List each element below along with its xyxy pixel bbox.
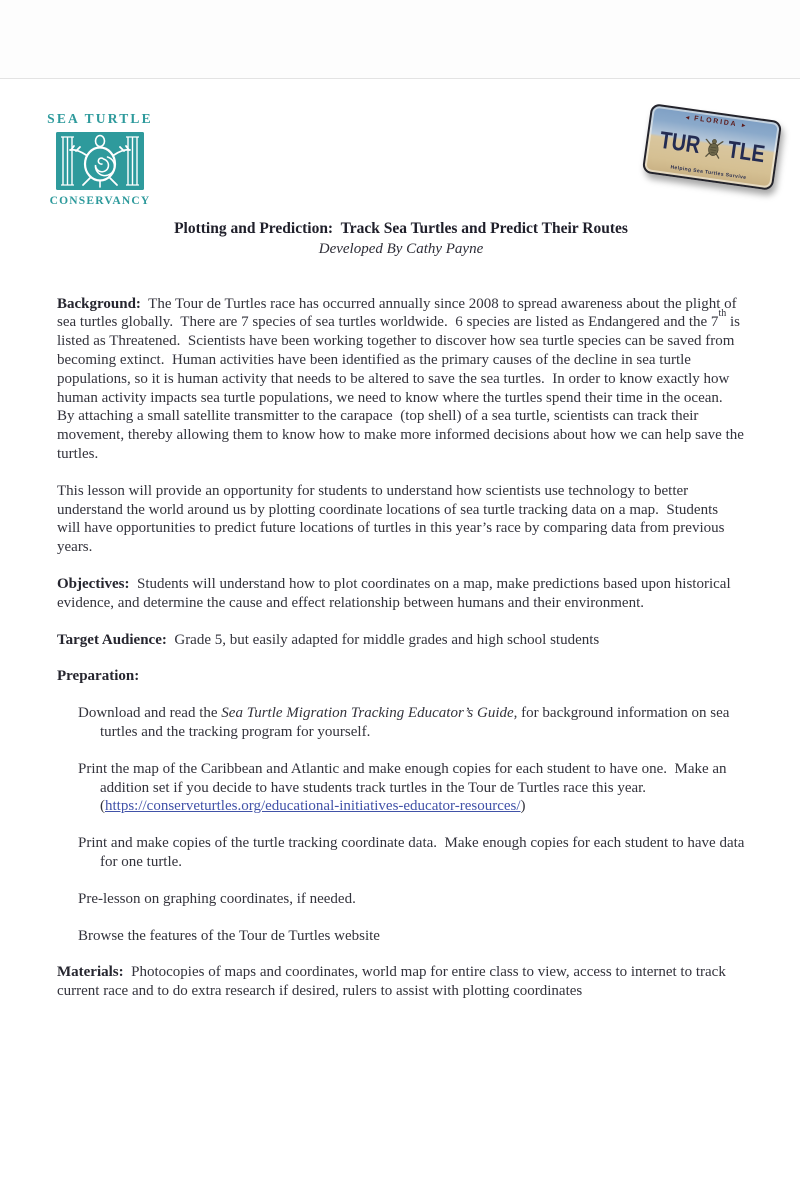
plate-text-left: TUR — [658, 126, 702, 160]
florida-turtle-license-plate — [642, 103, 782, 191]
lesson-overview-paragraph: This lesson will provide an opportunity for students to understand how scientists use technology to better understand the world around us by plotting coordinate locations of sea turtle tracking data on a map. Students will have opportunities to predict future locations of turtles in this year’s race by comparing data from previous years. — [57, 482, 729, 556]
plate-state-label: FLORIDA — [693, 115, 738, 129]
educators-guide-title: Sea Turtle Migration Tracking Educator’s Guide — [221, 705, 514, 722]
document-title: Plotting and Prediction: Track Sea Turtles and Predict Their Routes — [174, 220, 628, 237]
prep-item-prelesson: Pre-lesson on graphing coordinates, if needed. — [78, 890, 356, 907]
plate-caption: Helping Sea Turtles Survive — [670, 164, 747, 182]
page-break-line — [0, 0, 800, 79]
preparation-label: Preparation: — [57, 668, 140, 685]
target-audience-text: Grade 5, but easily adapted for middle grades and high school students — [166, 631, 600, 648]
prep-item-download-guide — [78, 704, 745, 742]
materials-label: Materials: — [57, 964, 124, 981]
prep-item-browse-website: Browse the features of the Tour de Turtles website — [78, 927, 380, 944]
sea-turtle-conservancy-logo — [46, 110, 154, 211]
turtle-emblem-icon — [56, 132, 144, 190]
target-audience-label: Target Audience: — [57, 631, 167, 648]
plate-text-right: TLE — [725, 136, 767, 169]
prep1-text-post: , for background information on sea turtles and the tracking program for yourself. — [100, 705, 734, 740]
prep-item-print-map — [78, 760, 745, 816]
educator-resources-link[interactable]: https://conserveturtles.org/educational-initiatives-educator-resources/ — [105, 798, 521, 815]
materials-paragraph — [57, 963, 745, 1001]
prep-item-print-coordinates: Print and make copies of the turtle tracking coordinate data. Make enough copies for each student to have data for one turtle. — [78, 835, 749, 870]
document-byline: Developed By Cathy Payne — [318, 240, 484, 257]
ordinal-superscript: th — [718, 308, 727, 320]
logo-wordmark-bottom: CONSERVANCY — [49, 194, 151, 207]
background-text-1: The Tour de Turtles race has occurred annually since 2008 to spread awareness about the plight of sea turtles globally. There are 7 species of sea turtles worldwide. 6 species are listed as Endangered and the 7 — [57, 295, 741, 331]
objectives-text: Students will understand how to plot coordinates on a map, make predictions based upon historical evidence, and determine the cause and effect relationship between humans and their environment. — [57, 575, 735, 611]
target-audience-paragraph — [57, 631, 745, 650]
background-text-2: is listed as Threatened. Scientists have been working together to discover how sea turtle species can be saved from becoming extinct. Human activities have been identified as the primary causes of the decline in sea turtle populations, so it is human activity that needs to be altered to save the sea turtles. In order to know exactly how human activity impacts sea turtle populations, we need to know where the turtles spend their time in the ocean. By attaching a small satellite transmitter to the carapace (top shell) of a sea turtle, scientists can track their movement, thereby allowing them to know how to make more informed decisions about how we can help save the turtles. — [57, 314, 748, 462]
objectives-paragraph — [57, 575, 745, 613]
materials-text: Photocopies of maps and coordinates, world map for entire class to view, access to internet to track current race and to do extra research if desired, rulers to assist with plotting coordinates — [57, 964, 730, 1000]
document-header — [47, 79, 767, 207]
plate-turtle-icon — [702, 131, 726, 165]
left-arrow-icon: ◄ — [683, 114, 691, 122]
logo-wordmark-top: SEA TURTLE — [47, 111, 153, 126]
preparation-heading — [57, 667, 745, 686]
prep2-text-post: ) — [520, 798, 526, 815]
background-label: Background: — [57, 295, 141, 312]
right-arrow-icon: ► — [740, 122, 748, 130]
document-page — [0, 79, 800, 1079]
prep1-text-pre: Download and read the — [78, 705, 222, 722]
background-paragraph — [57, 295, 748, 464]
prep2-text-pre: Print the map of the Caribbean and Atlantic and make enough copies for each student to have one. Make an addition set if you decide to have students track turtles in the Tour de Turtles race this year. ( — [78, 760, 731, 815]
objectives-label: Objectives: — [57, 575, 130, 592]
